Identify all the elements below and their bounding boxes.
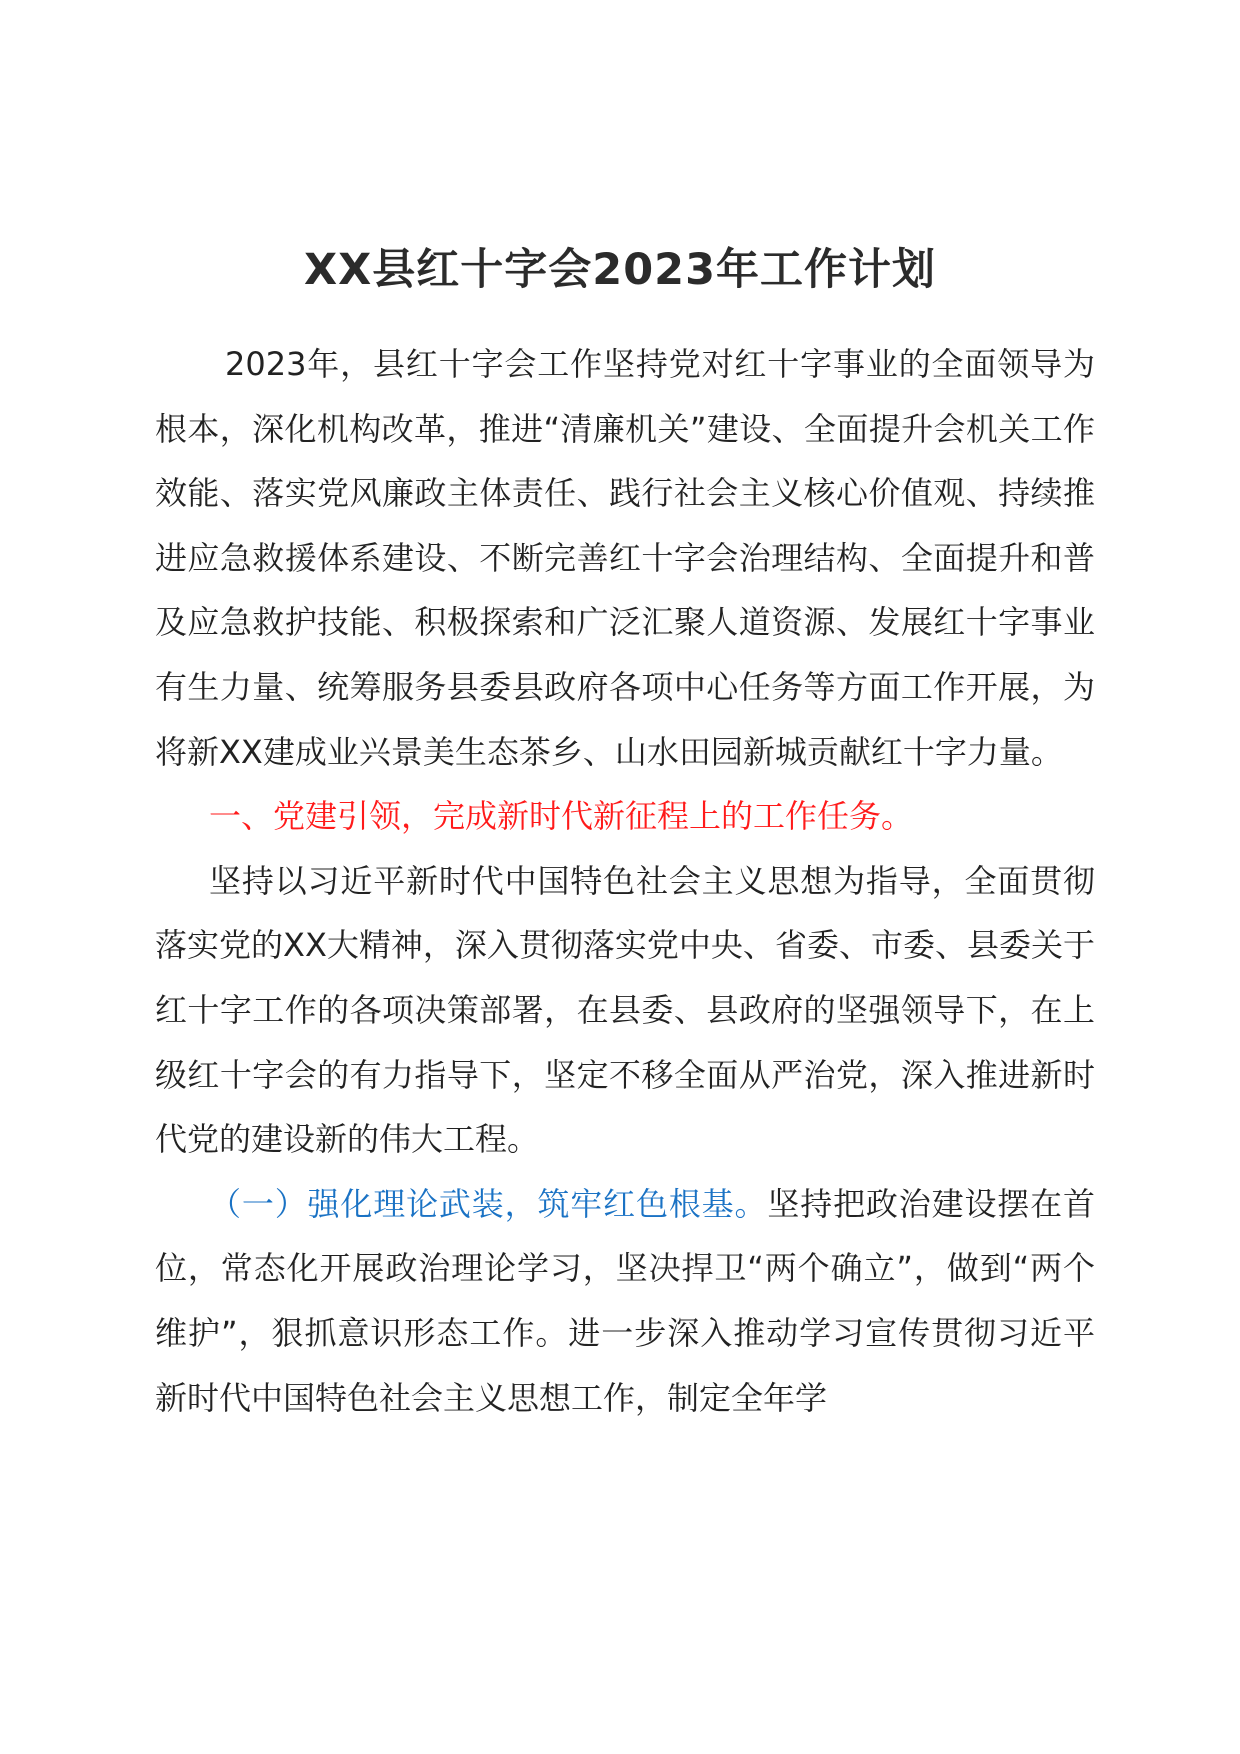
subsection-heading-1: （一）强化理论武装，筑牢红色根基。 xyxy=(209,1184,768,1223)
intro-paragraph: 2023年，县红十字会工作坚持党对红十字事业的全面领导为根本，深化机构改革，推进“清廉机关”建设、全面提升会机关工作效能、落实党风廉政主体责任、践行社会主义核心价值观、持续推进应急救援体系建设、不断完善红十字会治理结构、全面提升和普及应急救护技能、积极探索和广泛汇聚人道资源、发展红十字事业有生力量、统筹服务县委县政府各项中心任务等方面工作开展，为将新XX建成业兴景美生态茶乡、山水田园新城贡献红十字力量。 xyxy=(155,345,1095,771)
document-title: XX县红十字会2023年工作计划 xyxy=(304,245,936,295)
document-body xyxy=(155,332,1095,1430)
section-1-paragraph: 坚持以习近平新时代中国特色社会主义思想为指导，全面贯彻落实党的XX大精神，深入贯彻落实党中央、省委、市委、县委关于红十字工作的各项决策部署，在县委、县政府的坚强领导下，在上级红十字会的有力指导下，坚定不移全面从严治党，深入推进新时代党的建设新的伟大工程。 xyxy=(155,861,1095,1159)
subsection-1-paragraph xyxy=(155,1172,1095,1430)
section-heading-1: 一、党建引领，完成新时代新征程上的工作任务。 xyxy=(209,797,914,836)
subsection-1-body: 坚持把政治建设摆在首位，常态化开展政治理论学习，坚决捍卫“两个确立”，做到“两个维护”，狠抓意识形态工作。进一步深入推动学习宣传贯彻习近平新时代中国特色社会主义思想工作，制定全年学 xyxy=(155,1184,1095,1417)
